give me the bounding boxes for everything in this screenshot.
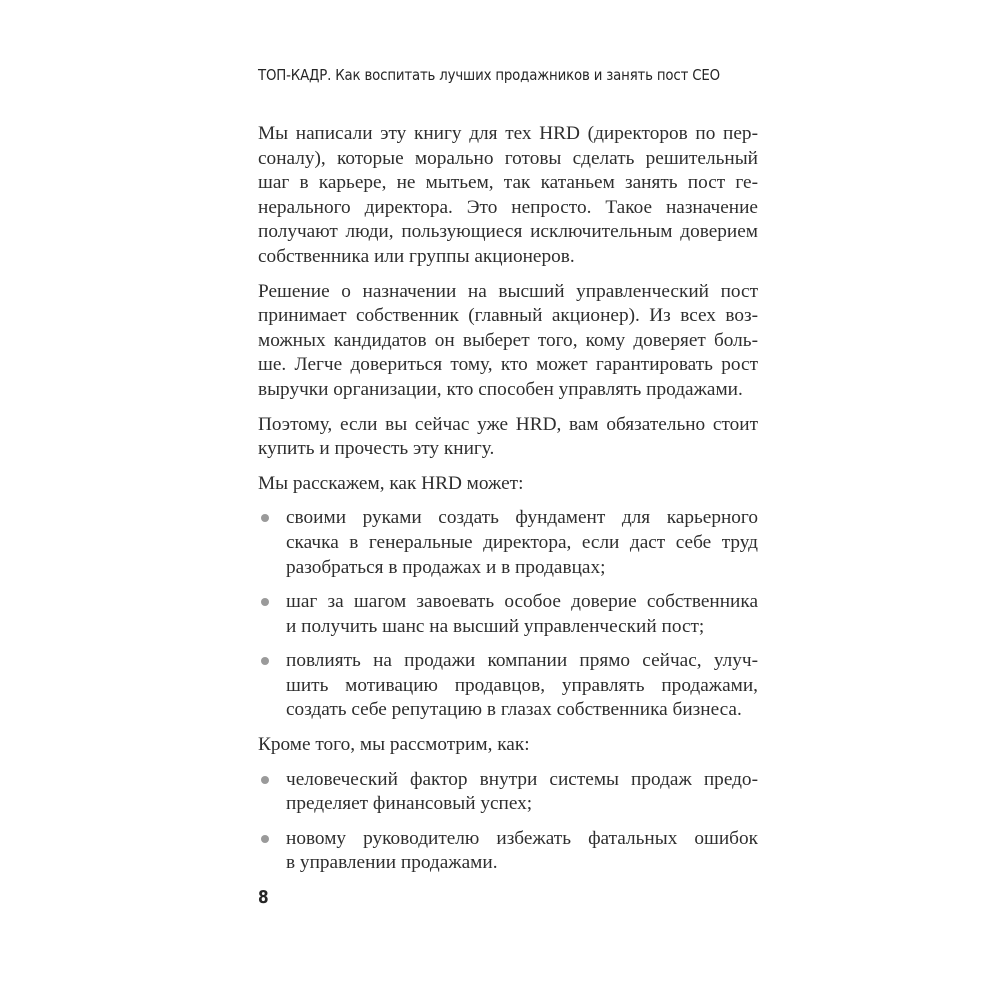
- text-line: в управлении продажами.: [286, 852, 498, 874]
- text-line: принимает собственник (главный акционер). Из всех воз-: [258, 305, 758, 327]
- paragraph: [258, 413, 758, 462]
- text-line: Поэтому, если вы сейчас уже HRD, вам обязательно стоит: [258, 413, 758, 435]
- text-line: пределяет финансовый успех;: [286, 793, 533, 815]
- running-header: ТОП-КАДР. Как воспитать лучших продажников и занять пост CEO: [258, 66, 720, 84]
- list-item: [258, 506, 758, 580]
- text-line: повлиять на продажи компании прямо сейчас, улуч-: [286, 650, 758, 672]
- bullet-icon: [261, 657, 269, 665]
- text-line: Мы написали эту книгу для тех HRD (директоров по пер-: [258, 123, 758, 144]
- text-line: нерального директора. Это непросто. Такое назначение: [258, 196, 758, 218]
- text-line: своими руками создать фундамент для карьерного: [286, 507, 758, 529]
- text-line: выручки организации, кто способен управлять продажами.: [258, 378, 743, 400]
- text-line: новому руководителю избежать фатальных ошибок: [286, 827, 758, 849]
- text-line: купить и прочесть эту книгу.: [258, 438, 495, 460]
- text-line: и получить шанс на высший управленческий пост;: [286, 615, 705, 637]
- text-line: собственника или группы акционеров.: [258, 245, 575, 267]
- text-line: ше. Легче довериться тому, кто может гарантировать рост: [258, 354, 758, 376]
- text-line: соналу), которые морально готовы сделать решительный: [258, 147, 758, 169]
- bullet-icon: [261, 776, 269, 784]
- text-line: можных кандидатов он выберет того, кому доверяет боль-: [258, 329, 758, 351]
- bullet-list: [258, 768, 758, 876]
- list-item: [258, 768, 758, 817]
- paragraph: [258, 472, 758, 497]
- paragraph: [258, 280, 758, 403]
- paragraph: [258, 122, 758, 270]
- text-line: Мы расскажем, как HRD может:: [258, 472, 524, 494]
- text-line: Решение о назначении на высший управленческий пост: [258, 280, 758, 302]
- text-line: шаг за шагом завоевать особое доверие собственника: [286, 591, 758, 613]
- text-line: шаг в карьере, не мытьем, так катаньем занять пост ге-: [258, 172, 758, 194]
- text-line: создать себе репутацию в глазах собственника бизнеса.: [286, 699, 742, 721]
- body-text: [258, 122, 758, 876]
- text-line: человеческий фактор внутри системы продаж предо-: [286, 768, 758, 790]
- text-line: Кроме того, мы рассмотрим, как:: [258, 734, 530, 756]
- text-line: разобраться в продажах и в продавцах;: [286, 556, 606, 578]
- text-line: скачка в генеральные директора, если даст себе труд: [286, 531, 758, 553]
- list-item: [258, 649, 758, 723]
- bullet-icon: [261, 514, 269, 522]
- bullet-icon: [261, 835, 269, 843]
- text-line: шить мотивацию продавцов, управлять продажами,: [286, 674, 758, 696]
- bullet-icon: [261, 598, 269, 606]
- paragraph: [258, 733, 758, 758]
- bullet-list: [258, 506, 758, 723]
- page-number: 8: [258, 887, 269, 908]
- list-item: [258, 827, 758, 876]
- list-item: [258, 590, 758, 639]
- text-line: получают люди, пользующиеся исключительным доверием: [258, 221, 758, 243]
